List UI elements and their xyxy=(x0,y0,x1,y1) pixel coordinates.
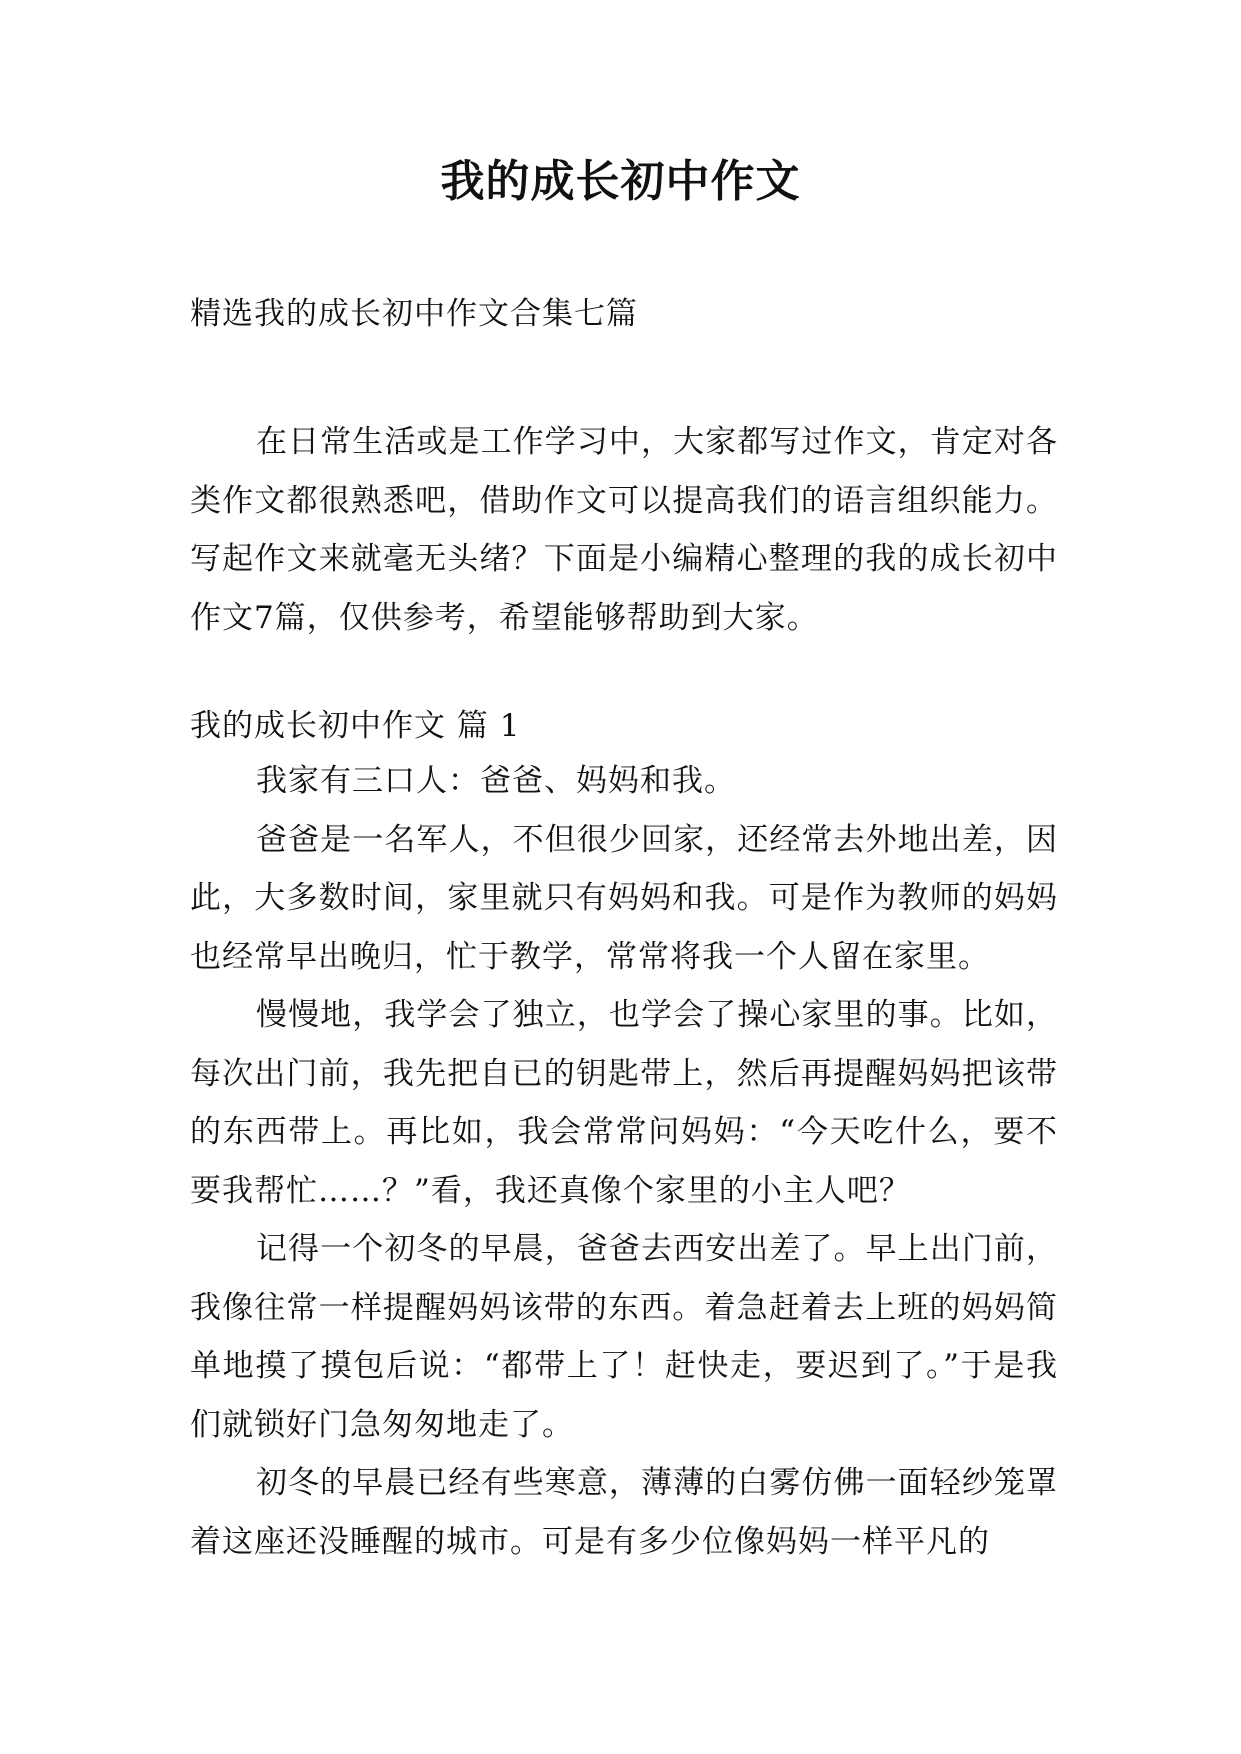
essay-paragraph: 我家有三口人：爸爸、妈妈和我。 xyxy=(256,763,736,799)
essay-paragraph: 爸爸是一名军人，不但很少回家，还经常去外地出差，因此，大多数时间，家里就只有妈妈和我。可是作为教师的妈妈也经常早出晚归，忙于教学，常常将我一个人留在家里。 xyxy=(190,821,1058,975)
essay-paragraph: 慢慢地，我学会了独立，也学会了操心家里的事。比如，每次出门前，我先把自已的钥匙带上，然后再提醒妈妈把该带的东西带上。再比如，我会常常问妈妈：“今天吃什么，要不要我帮忙……？”看，我还真像个家里的小主人吧？ xyxy=(190,997,1058,1209)
essay-body xyxy=(190,752,1058,1571)
essay-paragraph: 记得一个初冬的早晨，爸爸去西安出差了。早上出门前，我像往常一样提醒妈妈该带的东西。着急赶着去上班的妈妈简单地摸了摸包后说：“都带上了！赶快走，要迟到了。”于是我们就锁好门急匆匆地走了。 xyxy=(190,1231,1058,1443)
document-subtitle: 精选我的成长初中作文合集七篇 xyxy=(190,296,638,332)
intro-paragraph: 在日常生活或是工作学习中，大家都写过作文，肯定对各类作文都很熟悉吧，借助作文可以提高我们的语言组织能力。写起作文来就毫无头绪？下面是小编精心整理的我的成长初中作文7篇，仅供参考，希望能够帮助到大家。 xyxy=(190,424,1058,636)
document-title: 我的成长初中作文 xyxy=(440,156,801,207)
essay-heading: 我的成长初中作文 篇 1 xyxy=(190,708,521,744)
essay-paragraph: 初冬的早晨已经有些寒意，薄薄的白雾仿佛一面轻纱笼罩着这座还没睡醒的城市。可是有多少位像妈妈一样平凡的 xyxy=(190,1465,1058,1560)
